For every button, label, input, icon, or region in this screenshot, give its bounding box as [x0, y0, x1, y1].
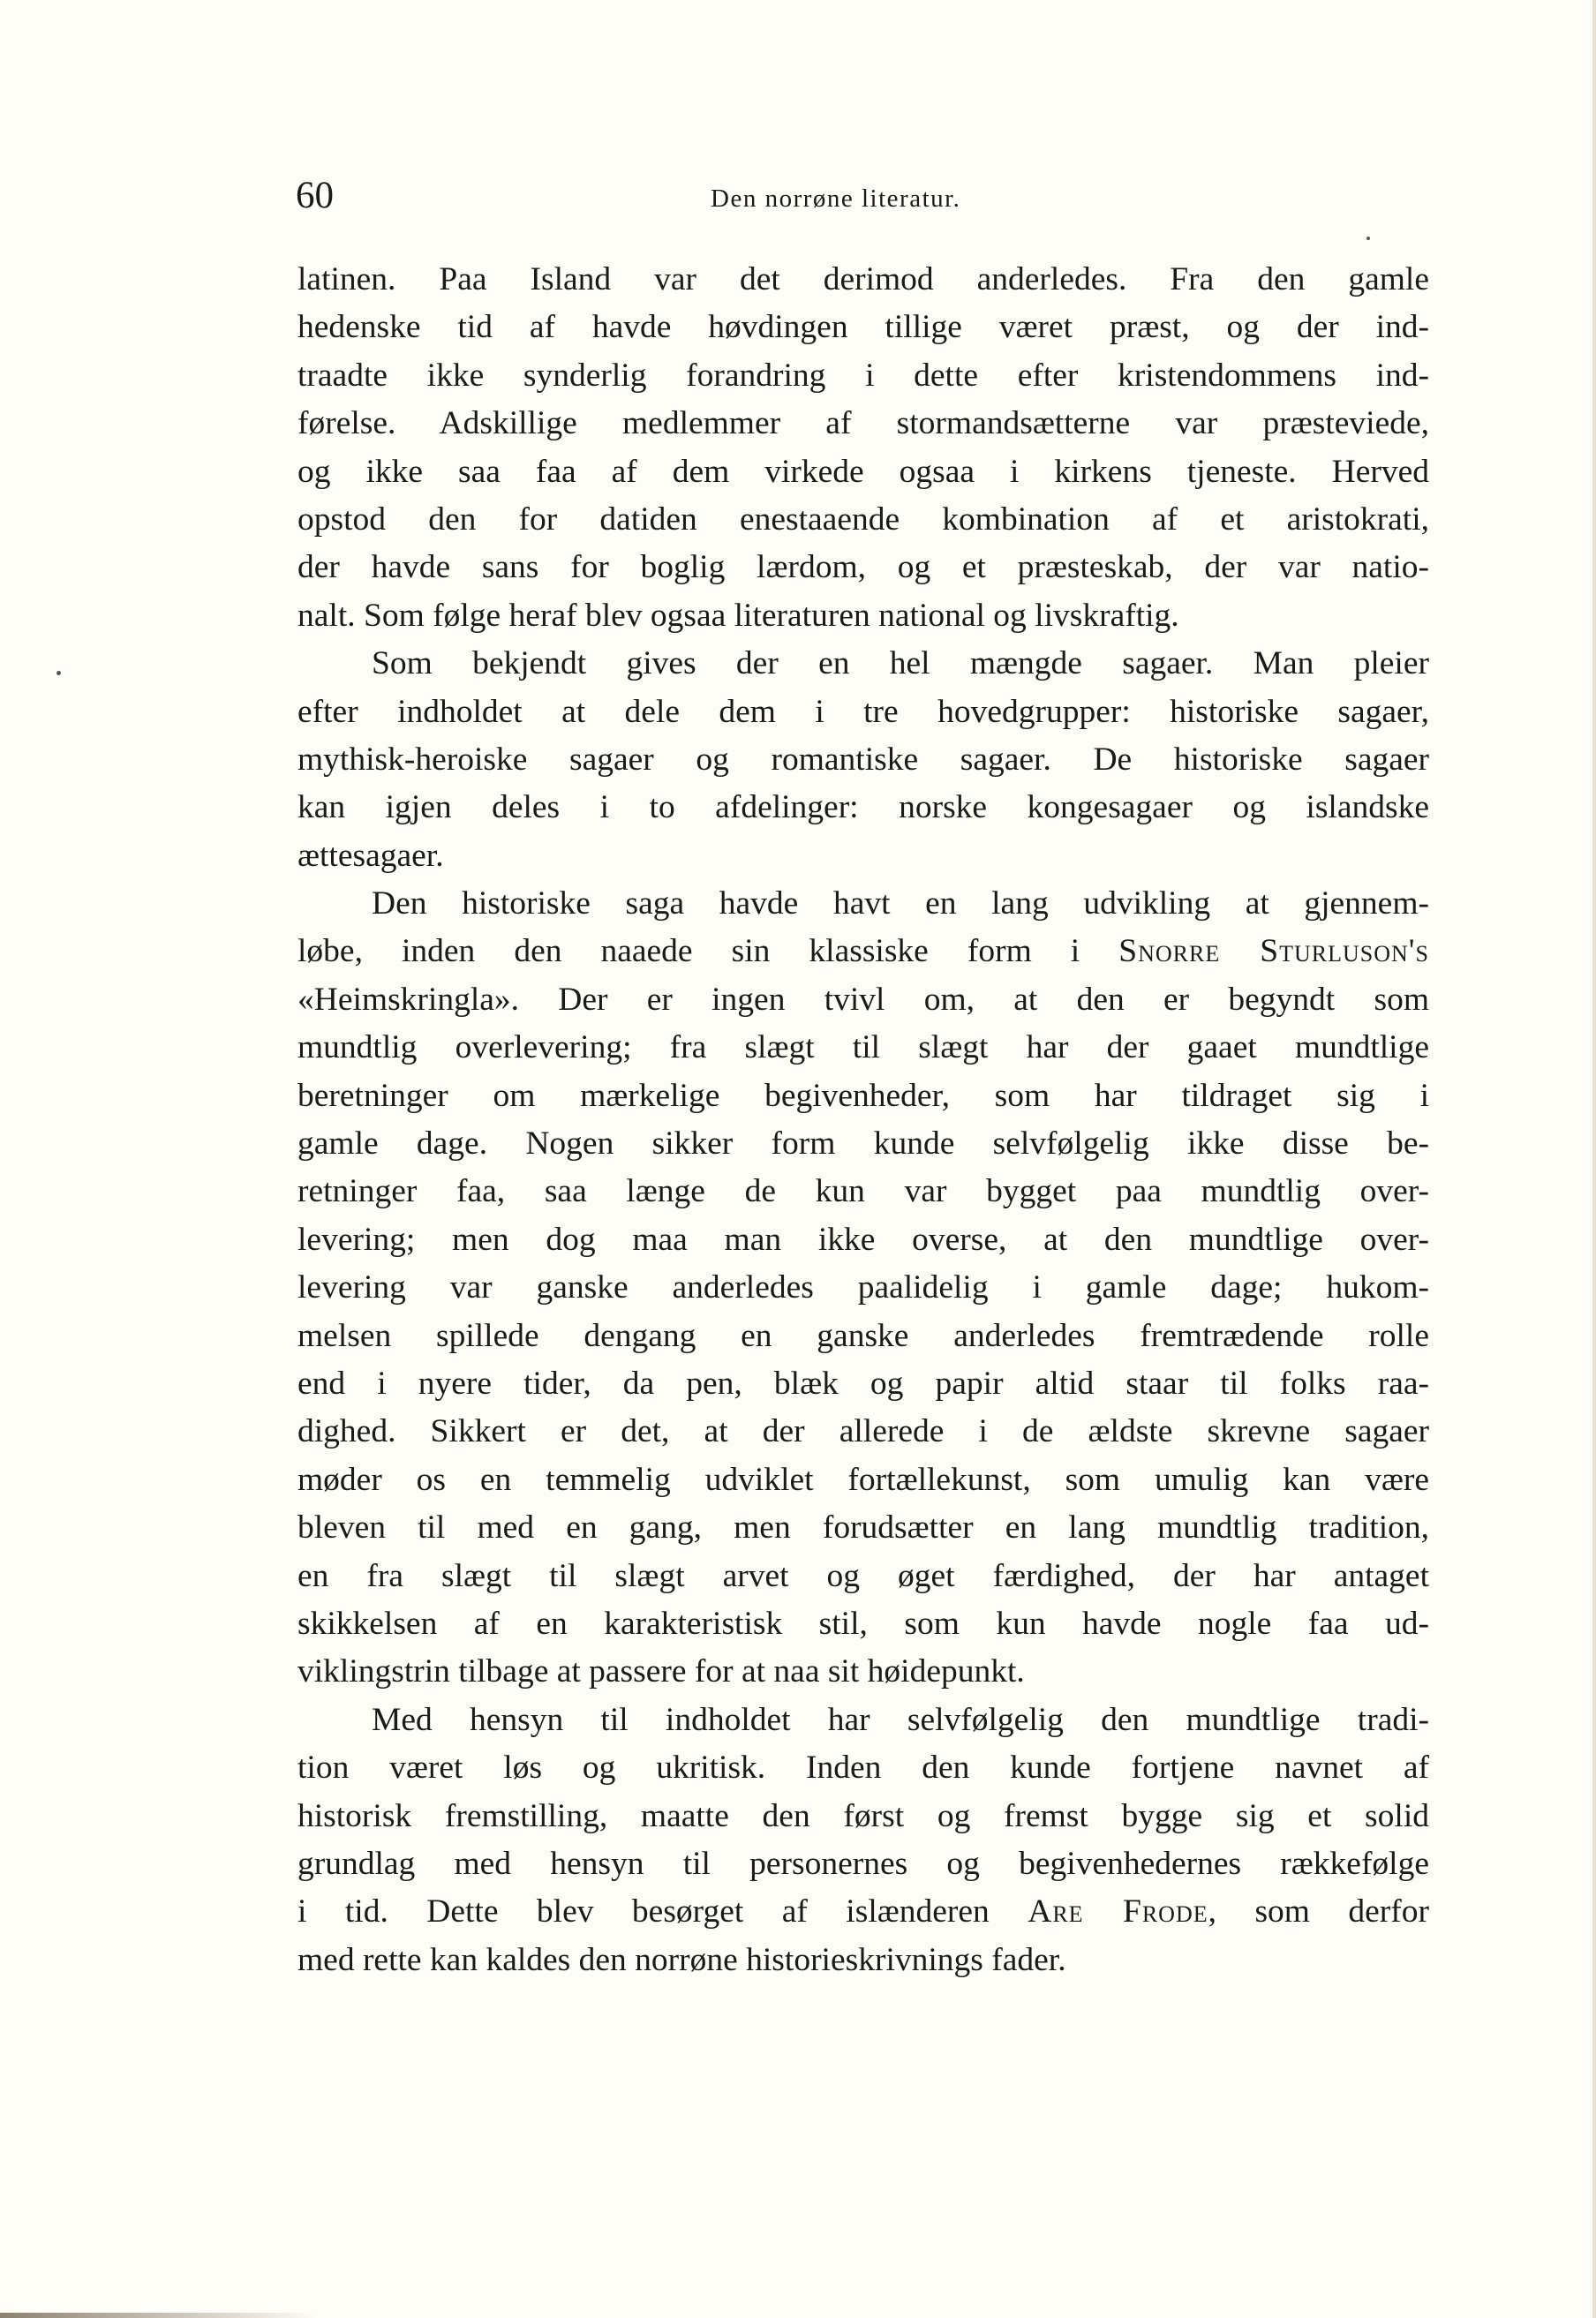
text-segment: med rette kan kaldes den norrøne historieskrivnings fader.: [297, 1941, 1066, 1978]
text-line: [297, 496, 1429, 544]
text-line: [297, 1793, 1429, 1840]
text-segment: bleven til med en gang, men forudsætter en lang mundtlig tradition,: [297, 1509, 1429, 1547]
text-line: [297, 592, 1429, 640]
text-segment: kan igjen deles i to afdelinger: norske kongesagaer og islandske: [297, 789, 1429, 826]
text-line: [297, 928, 1429, 975]
text-segment: møder os en temmelig udviklet fortællekunst, som umulig kan være: [297, 1461, 1429, 1498]
text-segment: opstod den for datiden enestaaende kombination af et aristokrati,: [297, 500, 1429, 538]
scan-speck: [56, 671, 61, 675]
text-line: [297, 1744, 1429, 1792]
text-line: [297, 1648, 1429, 1696]
text-segment: traadte ikke synderlig forandring i dette efter kristendommens ind-: [297, 357, 1429, 394]
text-line: [297, 400, 1429, 448]
text-line: [297, 1456, 1429, 1504]
text-line: [297, 1697, 1429, 1744]
text-segment: Med hensyn til indholdet har selvfølgelig den mundtlige tradi-: [372, 1701, 1429, 1738]
text-line: [297, 256, 1429, 304]
text-line: [297, 1264, 1429, 1312]
text-segment: løbe, inden den naaede sin klassiske form i: [297, 933, 1119, 970]
text-line: [297, 976, 1429, 1024]
text-segment: der havde sans for boglig lærdom, og et præsteskab, der var natio-: [297, 549, 1429, 586]
text-line: [297, 1840, 1429, 1888]
text-segment: mundtlig overlevering; fra slægt til slægt har der gaaet mundtlige: [297, 1029, 1429, 1066]
text-line: [297, 689, 1429, 736]
text-line: [297, 1216, 1429, 1264]
text-line: [297, 1360, 1429, 1408]
text-line: [297, 1313, 1429, 1360]
text-line: [297, 352, 1429, 400]
text-segment: efter indholdet at dele dem i tre hovedgrupper: historiske sagaer,: [297, 693, 1429, 730]
text-segment: gamle dage. Nogen sikker form kunde selvfølgelig ikke disse be-: [297, 1125, 1429, 1163]
text-line: [297, 832, 1429, 880]
text-line: [297, 544, 1429, 591]
text-line: [297, 1888, 1429, 1936]
text-segment: levering; men dog maa man ikke overse, at den mundtlige over-: [297, 1221, 1429, 1258]
text-line: [297, 1168, 1429, 1215]
text-segment: tion været løs og ukritisk. Inden den kunde fortjene navnet af: [297, 1750, 1429, 1787]
page-edge-shadow: [0, 2313, 318, 2318]
page-number: 60: [296, 175, 334, 216]
name-small-caps: Are Frode: [1028, 1893, 1208, 1930]
text-segment: «Heimskringla». Der er ingen tvivl om, at den er begyndt som: [297, 981, 1429, 1018]
text-line: [297, 1504, 1429, 1552]
text-segment: latinen. Paa Island var det derimod anderledes. Fra den gamle: [297, 261, 1429, 297]
text-line: [297, 1072, 1429, 1120]
text-line: [297, 1937, 1429, 1984]
text-segment: historisk fremstilling, maatte den først og fremst bygge sig et solid: [297, 1797, 1429, 1834]
text-segment: melsen spillede dengang en ganske anderledes fremtrædende rolle: [297, 1317, 1429, 1354]
text-line: [297, 304, 1429, 351]
text-segment: , som derfor: [1208, 1893, 1430, 1930]
text-line: [297, 1600, 1429, 1648]
scan-speck: [1366, 237, 1370, 240]
text-line: [297, 1408, 1429, 1456]
text-segment: levering var ganske anderledes paalidelig i gamle dage; hukom-: [297, 1269, 1429, 1306]
text-line: [297, 1553, 1429, 1600]
text-segment: Som bekjendt gives der en hel mængde sagaer. Man pleier: [372, 645, 1429, 682]
text-segment: end i nyere tider, da pen, blæk og papir altid staar til folks raa-: [297, 1365, 1429, 1402]
name-small-caps: Snorre Sturluson's: [1118, 933, 1429, 970]
text-segment: førelse. Adskillige medlemmer af stormandsætterne var præsteviede,: [297, 405, 1429, 442]
text-segment: en fra slægt til slægt arvet og øget færdighed, der har antaget: [297, 1557, 1429, 1594]
text-segment: mythisk-heroiske sagaer og romantiske sagaer. De historiske sagaer: [297, 741, 1429, 778]
text-line: [297, 880, 1429, 928]
text-line: [297, 736, 1429, 784]
text-segment: retninger faa, saa længe de kun var bygget paa mundtlig over-: [297, 1173, 1429, 1210]
text-line: [297, 448, 1429, 496]
text-segment: Den historiske saga havde havt en lang udvikling at gjennem-: [372, 885, 1429, 922]
body-text: [297, 256, 1429, 1984]
text-segment: beretninger om mærkelige begivenheder, som har tildraget sig i: [297, 1077, 1429, 1114]
text-line: [297, 1024, 1429, 1072]
text-segment: nalt. Som følge heraf blev ogsaa literaturen national og livskraftig.: [297, 597, 1179, 634]
text-segment: grundlag med hensyn til personernes og begivenhedernes rækkefølge: [297, 1845, 1429, 1882]
text-segment: og ikke saa faa af dem virkede ogsaa i kirkens tjeneste. Herved: [297, 453, 1429, 490]
text-segment: viklingstrin tilbage at passere for at naa sit høidepunkt.: [297, 1653, 1025, 1690]
running-title: Den norrøne literatur.: [711, 184, 961, 213]
text-segment: skikkelsen af en karakteristisk stil, som kun havde nogle faa ud-: [297, 1605, 1429, 1642]
page-edge: [1592, 0, 1596, 2318]
text-segment: ættesagaer.: [297, 837, 444, 874]
text-line: [297, 784, 1429, 832]
page-header: [296, 169, 1434, 222]
text-line: [297, 640, 1429, 688]
text-segment: dighed. Sikkert er det, at der allerede i de ældste skrevne sagaer: [297, 1413, 1429, 1450]
text-segment: i tid. Dette blev besørget af islænderen: [297, 1893, 1028, 1930]
text-line: [297, 1120, 1429, 1168]
text-segment: hedenske tid af havde høvdingen tillige været præst, og der ind-: [297, 309, 1429, 346]
